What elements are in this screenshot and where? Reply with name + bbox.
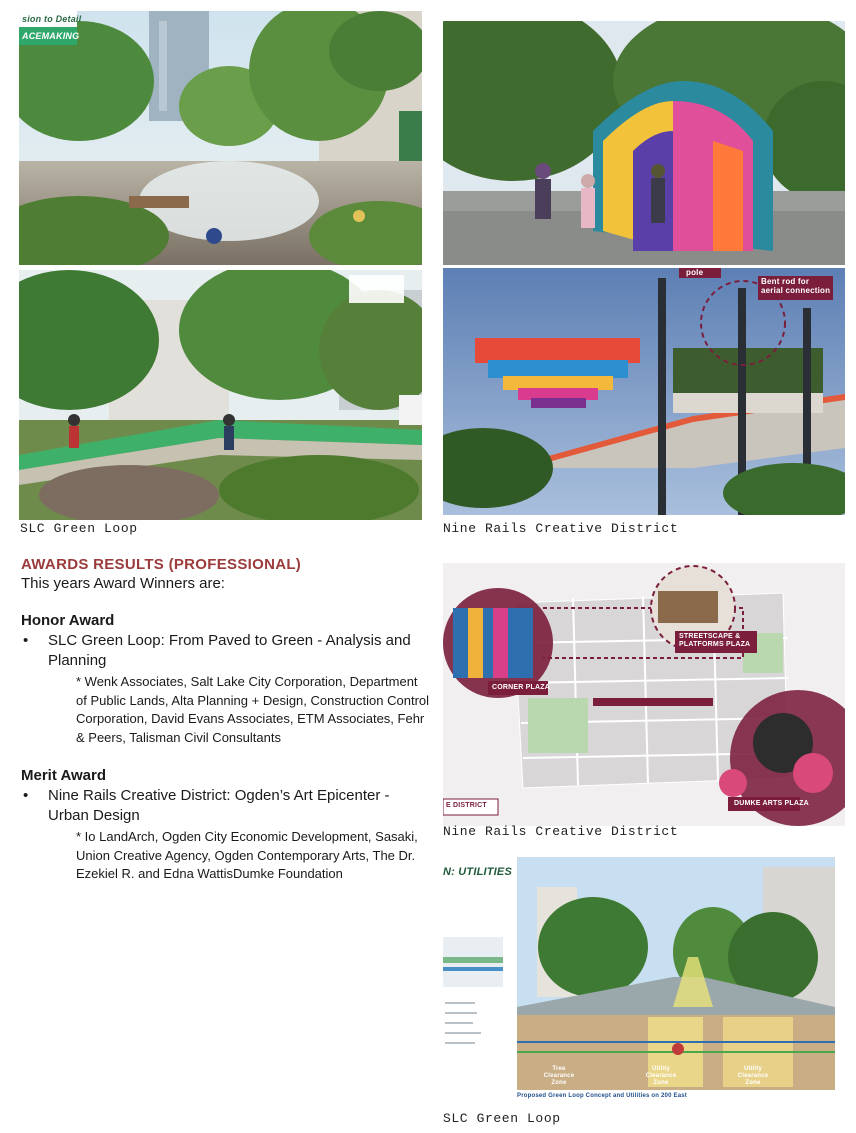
utilities-zone-2: Utility Clearance Zone xyxy=(645,1066,677,1086)
utilities-zone-3: Utility Clearance Zone xyxy=(737,1066,769,1086)
photo-arch-sculpture xyxy=(443,21,845,265)
map-label-streetscape: STREETSCAPE & PLATFORMS PLAZA xyxy=(679,633,751,648)
photo-green-loop-plaza xyxy=(19,11,422,265)
caption-slc-green-loop-2: SLC Green Loop xyxy=(443,1111,561,1126)
map-label-district: E DISTRICT xyxy=(446,802,487,809)
utilities-zone-1: Tree Clearance Zone xyxy=(543,1066,575,1086)
honor-award-title: Honor Award xyxy=(21,612,115,629)
merit-award-item xyxy=(21,786,431,826)
bullet: • xyxy=(23,787,29,804)
badge-line1: sion to Detail xyxy=(22,14,82,24)
honor-award-item xyxy=(21,631,431,671)
badge-line2: ACEMAKING xyxy=(22,31,80,41)
honor-award-credits: * Wenk Associates, Salt Lake City Corporation, Department of Public Lands, Alta Planning + Design, Construction Control Corporation, David Evans Associates, ETM Associates, Fehr & Peers, Talisman Civil Consultants xyxy=(76,674,430,745)
photo-aerial-installation xyxy=(443,268,845,515)
bullet: • xyxy=(23,632,29,649)
caption-slc-green-loop: SLC Green Loop xyxy=(20,521,138,536)
awards-section xyxy=(21,556,431,884)
honor-award-project: SLC Green Loop: From Paved to Green - Analysis and Planning xyxy=(48,632,411,669)
awards-heading: AWARDS RESULTS (PROFESSIONAL) xyxy=(21,556,302,573)
utilities-footer: Proposed Green Loop Concept and Utilities on 200 East xyxy=(517,1093,687,1099)
photo-green-loop-street xyxy=(19,270,422,520)
map-label-corner-plaza: CORNER PLAZA xyxy=(492,684,551,691)
image-district-map xyxy=(443,563,845,826)
merit-award-credits: * Io LandArch, Ogden City Economic Development, Sasaki, Union Creative Agency, Ogden Contemporary Arts, The Dr. Ezekiel R. and Edna WattisDumke Foundation xyxy=(76,829,418,881)
label-bent-rod: Bent rod for aerial connection xyxy=(761,277,831,295)
image-utilities-section xyxy=(443,857,845,1102)
utilities-heading: N: UTILITIES xyxy=(443,866,513,878)
map-label-dumke: DUMKE ARTS PLAZA xyxy=(734,800,809,807)
merit-award-title: Merit Award xyxy=(21,767,107,784)
awards-intro: This years Award Winners are: xyxy=(21,575,225,592)
caption-nine-rails: Nine Rails Creative District xyxy=(443,521,679,536)
label-pole: pole xyxy=(686,268,704,277)
caption-nine-rails-map: Nine Rails Creative District xyxy=(443,824,679,839)
merit-award-project: Nine Rails Creative District: Ogden’s Art Epicenter - Urban Design xyxy=(48,787,390,824)
